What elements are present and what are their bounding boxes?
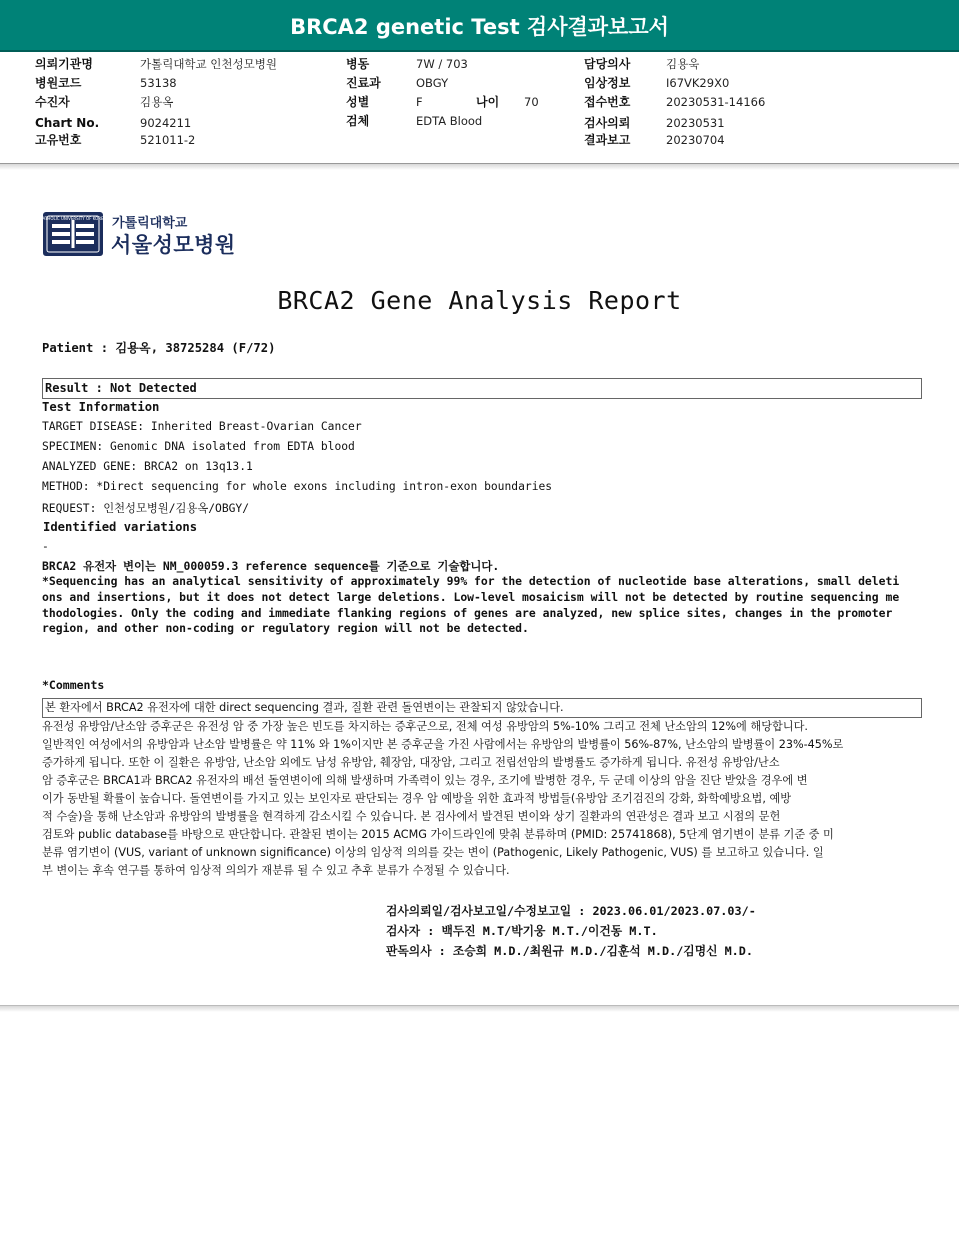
- request-line: REQUEST: 인천성모병원/김용옥/OBGY/: [42, 502, 250, 515]
- value-age: 70: [524, 95, 539, 109]
- signoff-dates: 검사의뢰일/검사보고일/수정보고일 : 2023.06.01/2023.07.03/-: [386, 904, 756, 918]
- value-patient-name: 김용옥: [140, 95, 174, 109]
- logo-ring-text: CATHOLIC UNIVERSITY OF KOREA: [42, 216, 106, 221]
- label-hospital-code: 병원코드: [35, 76, 82, 90]
- comment-line: 분류 염기변이 (VUS, variant of unknown significance) 이상의 임상적 의의를 갖는 변이 (Pathogenic, Likely Pathogenic, VUS) 를 보고하고 있습니다. 일: [42, 846, 824, 859]
- value-request-date: 20230531: [666, 116, 725, 130]
- comment-line: 일반적인 여성에서의 유방암과 난소암 발병률은 약 11% 와 1%이지만 본 증후군을 가진 사람에서는 유방암의 발병률이 56%-87%, 난소암의 발병률이 23%-45%로: [42, 738, 844, 751]
- result-text: Result : Not Detected: [45, 381, 197, 395]
- comment-line: 이가 동반될 확률이 높습니다. 돌연변이를 가지고 있는 보인자로 판단되는 경우 암 예방을 위한 효과적 방법들(유방암 조기검진의 강화, 화학예방요법, 예방: [42, 792, 792, 805]
- value-unique-no: 521011-2: [140, 133, 196, 147]
- value-clinical-info: I67VK29X0: [666, 76, 730, 90]
- value-sex: F: [416, 95, 423, 109]
- logo-hospital-name: 서울성모병원: [111, 233, 236, 257]
- comment-line: 적 수술)을 통해 난소암과 유방암의 발병률을 현격하게 감소시킬 수 있습니다. 본 검사에서 발견된 변이와 상기 질환과의 연관성은 결과 보고 시점의 문헌: [42, 810, 781, 823]
- label-report-date: 결과보고: [584, 133, 631, 147]
- comments-heading: *Comments: [42, 678, 105, 692]
- comment-line: 부 변이는 후속 연구를 통하여 임상적 의의가 재분류 될 수 있고 추후 분류가 수정될 수 있습니다.: [42, 864, 510, 877]
- label-specimen: 검체: [346, 114, 370, 128]
- value-chart-no: 9024211: [140, 116, 192, 130]
- disclaimer-line: ons and insertions, but it does not detect large deletions. Low-level mosaicism will not be detected by routine sequencing me: [42, 590, 900, 604]
- value-report-date: 20230704: [666, 133, 725, 147]
- report-title: BRCA2 Gene Analysis Report: [277, 286, 682, 315]
- comment-box-text: 본 환자에서 BRCA2 유전자에 대한 direct sequencing 결과, 질환 관련 돌연변이는 관찰되지 않았습니다.: [45, 701, 564, 714]
- footer-divider-shadow: [0, 1006, 959, 1012]
- comment-line: 증가하게 됩니다. 또한 이 질환은 유방암, 난소암 외에도 남성 유방암, 췌장암, 대장암, 그리고 전립선암의 발병률도 증가하게 됩니다. 유전성 유방암/난소: [42, 756, 780, 769]
- specimen-line: SPECIMEN: Genomic DNA isolated from EDTA blood: [42, 440, 355, 453]
- hospital-logo: [42, 210, 106, 262]
- hospital-emblem-icon: [42, 210, 106, 258]
- value-ward: 7W / 703: [416, 57, 468, 71]
- logo-university-name: 가톨릭대학교: [112, 216, 188, 231]
- patient-line: Patient : 김용옥, 38725284 (F/72): [42, 341, 276, 355]
- label-request-date: 검사의뢰: [584, 116, 631, 130]
- label-chart-no: Chart No.: [35, 116, 100, 130]
- label-department: 진료과: [346, 76, 381, 90]
- label-unique-no: 고유번호: [35, 133, 82, 147]
- reference-sequence-line: BRCA2 유전자 변이는 NM_000059.3 reference sequence를 기준으로 기술합니다.: [42, 559, 500, 573]
- label-ward: 병동: [346, 57, 370, 71]
- report-header-bar: [0, 0, 959, 52]
- value-attending-doctor: 김용욱: [666, 57, 700, 71]
- identified-variations-value: -: [42, 540, 49, 553]
- label-clinical-info: 임상정보: [584, 76, 631, 90]
- target-disease: TARGET DISEASE: Inherited Breast-Ovarian Cancer: [42, 420, 362, 433]
- comment-line: 검토와 public database를 바탕으로 판단합니다. 관찰된 변이는 2015 ACMG 가이드라인에 맞춰 분류하며 (PMID: 25741868), 5단계 염기변이 분류 기준 중 미: [42, 828, 834, 841]
- report-header-title: BRCA2 genetic Test 검사결과보고서: [290, 15, 669, 39]
- value-requesting-institution: 가톨릭대학교 인천성모병원: [140, 57, 277, 71]
- comment-box: [42, 698, 922, 718]
- value-department: OBGY: [416, 76, 449, 90]
- label-accession-no: 접수번호: [584, 95, 631, 109]
- comment-line: 암 증후군은 BRCA1과 BRCA2 유전자의 배선 돌연변이에 의해 발생하며 가족력이 있는 경우, 조기에 발병한 경우, 두 군데 이상의 암을 진단 받았을 경우에 변: [42, 774, 808, 787]
- disclaimer-line: thodologies. Only the coding and immediate flanking regions of genes are analyzed, new splice sites, changes in the promoter: [42, 606, 893, 620]
- analyzed-gene: ANALYZED GENE: BRCA2 on 13q13.1: [42, 460, 253, 473]
- value-accession-no: 20230531-14166: [666, 95, 766, 109]
- value-hospital-code: 53138: [140, 76, 177, 90]
- result-box: [42, 378, 922, 399]
- label-sex: 성별: [346, 95, 370, 109]
- label-age: 나이: [476, 95, 500, 109]
- signoff-technicians: 검사자 : 백두진 M.T/박기웅 M.T./이건동 M.T.: [386, 924, 658, 938]
- disclaimer-line: region, and other non-coding or regulatory region will not be detected.: [42, 621, 529, 635]
- value-specimen: EDTA Blood: [416, 114, 483, 128]
- label-attending-doctor: 담당의사: [584, 57, 631, 71]
- identified-variations-heading: Identified variations: [43, 520, 198, 534]
- method-line: METHOD: *Direct sequencing for whole exons including intron-exon boundaries: [42, 480, 553, 493]
- label-requesting-institution: 의뢰기관명: [35, 57, 93, 71]
- disclaimer-line: *Sequencing has an analytical sensitivity of approximately 99% for the detection of nucleotide base alterations, small deleti: [42, 574, 900, 588]
- label-patient-name: 수진자: [35, 95, 70, 109]
- comment-line: 유전성 유방암/난소암 증후군은 유전성 암 중 가장 높은 빈도를 차지하는 증후군으로, 전체 여성 유방암의 5%-10% 그리고 전체 난소암의 12%에 해당합니다.: [42, 720, 808, 733]
- info-divider-shadow: [0, 164, 959, 170]
- signoff-pathologists: 판독의사 : 조승희 M.D./최원규 M.D./김훈석 M.D./김명신 M.D.: [386, 944, 753, 958]
- test-info-heading: Test Information: [42, 400, 160, 414]
